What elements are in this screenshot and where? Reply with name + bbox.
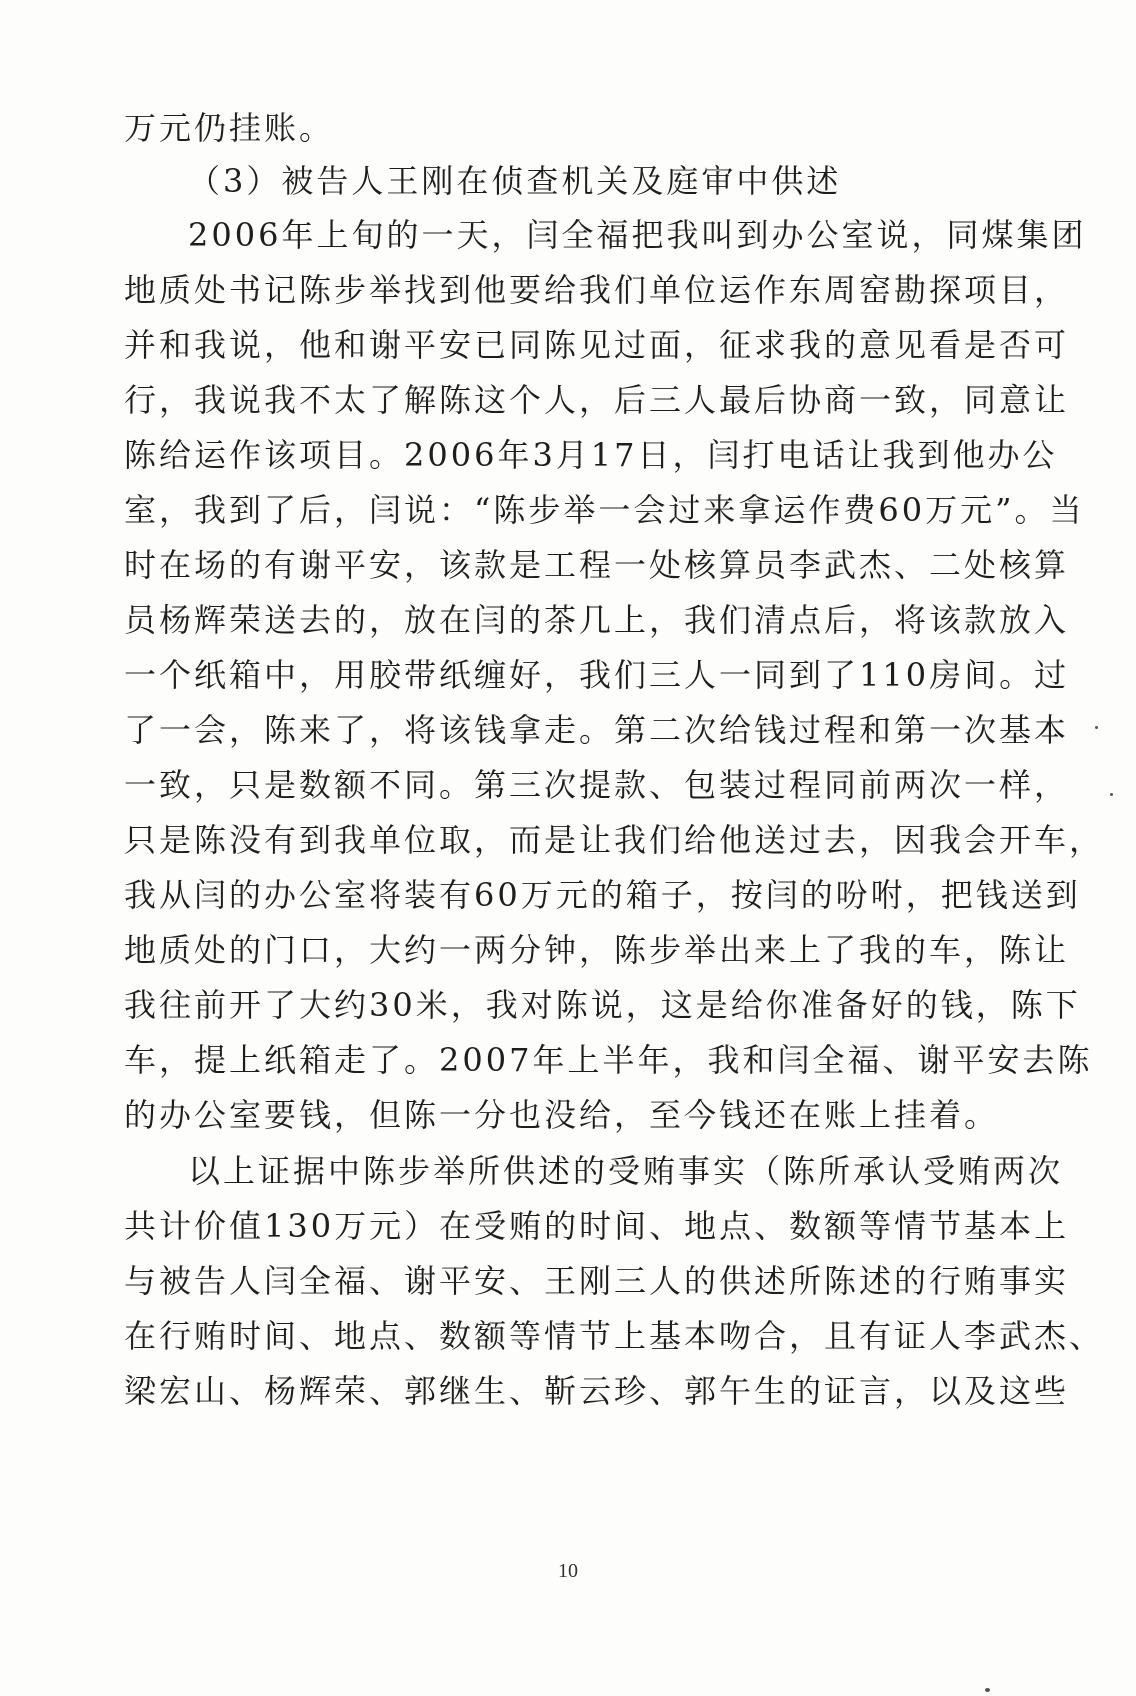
text-line: 了一会，陈来了，将该钱拿走。第二次给钱过程和第一次基本	[124, 711, 1070, 749]
text-line: 陈给运作该项目。2006年3月17日，闫打电话让我到他办公	[124, 436, 1058, 474]
text-line: 地质处的门口，大约一两分钟，陈步举出来上了我的车，陈让	[124, 931, 1070, 969]
text-line: 与被告人闫全福、谢平安、王刚三人的供述所陈述的行贿事实	[124, 1262, 1070, 1300]
text-line: 万元仍挂账。	[124, 109, 335, 147]
text-line: 的办公室要钱，但陈一分也没给，至今钱还在账上挂着。	[124, 1096, 1000, 1134]
text-line: 只是陈没有到我单位取，而是让我们给他送过去，因我会开车，	[124, 821, 1105, 859]
text-line: 地质处书记陈步举找到他要给我们单位运作东周窑勘探项目，	[124, 271, 1070, 309]
text-line: 并和我说，他和谢平安已同陈见过面，征求我的意见看是否可	[124, 326, 1070, 364]
text-line: 我从闫的办公室将装有60万元的箱子，按闫的吩咐，把钱送到	[124, 876, 1081, 914]
text-line: 以上证据中陈步举所供述的受贿事实（陈所承认受贿两次	[188, 1152, 1064, 1190]
text-line: 一致，只是数额不同。第三次提款、包装过程同前两次一样，	[124, 766, 1070, 804]
text-line: 一个纸箱中，用胶带纸缠好，我们三人一同到了110房间。过	[124, 656, 1070, 694]
text-line: 车，提上纸箱走了。2007年上半年，我和闫全福、谢平安去陈	[124, 1041, 1093, 1079]
scan-speck	[1095, 726, 1098, 729]
text-line: 室，我到了后，闫说：“陈步举一会过来拿运作费60万元”。当	[124, 491, 1085, 529]
scan-speck	[985, 1688, 990, 1692]
text-line: 在行贿时间、地点、数额等情节上基本吻合，且有证人李武杰、	[124, 1317, 1105, 1355]
section-heading: （3）被告人王刚在侦查机关及庭审中供述	[188, 162, 842, 200]
text-line: 梁宏山、杨辉荣、郭继生、靳云珍、郭午生的证言，以及这些	[124, 1372, 1070, 1410]
text-line: 我往前开了大约30米，我对陈说，这是给你准备好的钱，陈下	[124, 986, 1081, 1024]
scan-speck	[1110, 793, 1113, 796]
text-line: 时在场的有谢平安，该款是工程一处核算员李武杰、二处核算	[124, 546, 1070, 584]
page-number: 10	[558, 1560, 578, 1582]
text-line: 2006年上旬的一天，闫全福把我叫到办公室说，同煤集团	[188, 216, 1087, 254]
text-line: 员杨辉荣送去的，放在闫的茶几上，我们清点后，将该款放入	[124, 601, 1070, 639]
text-line: 行，我说我不太了解陈这个人，后三人最后协商一致，同意让	[124, 381, 1070, 419]
text-line: 共计价值130万元）在受贿的时间、地点、数额等情节基本上	[124, 1207, 1070, 1245]
